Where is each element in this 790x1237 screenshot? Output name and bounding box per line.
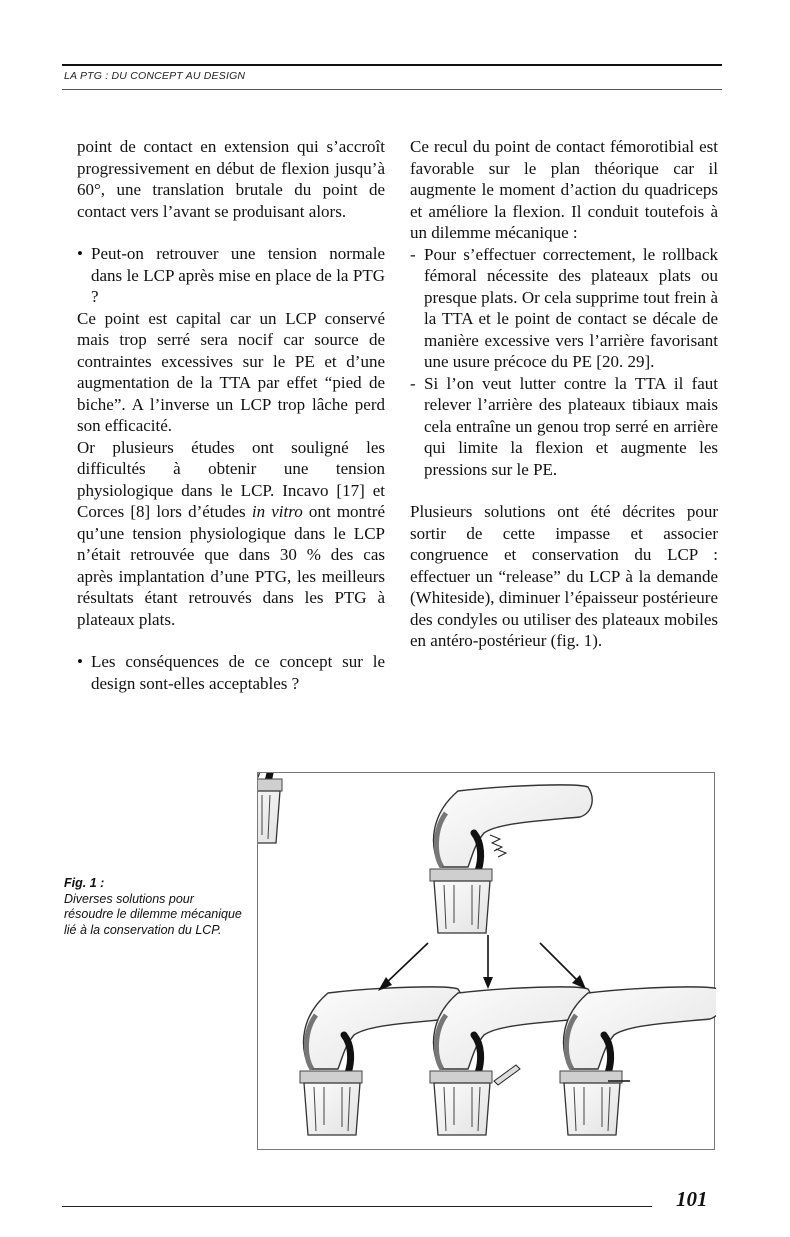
dash-text: Pour s’effectuer correctement, le rollback fémoral nécessite des plateaux plats ou presque plats. Or cela supprime tout frein à la TTA et le point de contact se décale de manière excessive vers l’arrière favorisant une usure précoce du PE [20. 29]. [424,244,718,371]
bullet-icon: • [77,652,83,671]
figure-label: Fig. 1 : [64,876,105,890]
figure-caption [64,876,244,938]
knee-implant-icon [258,773,382,843]
dash-text: Si l’on veut lutter contre la TTA il faut relever l’arrière des plateaux tibiaux mais cela entraîne un genou trop serré en arrière qui limite la flexion et augmente les pressions sur le PE. [424,373,718,479]
right-column [410,136,718,652]
dash-item [410,373,718,481]
italic-term: in vitro [251,502,303,521]
figure-caption-text: Diverses solutions pour résoudre le dilemme mécanique lié à la conservation du LCP. [64,891,242,937]
footer-rule [62,1206,652,1207]
dash-icon: - [410,244,416,264]
page-number: 101 [676,1187,708,1211]
knee-illustration [258,773,716,1151]
figure-knee-diagram [257,772,715,1150]
paragraph: Ce point est capital car un LCP conservé mais trop serré sera nocif car source de contraintes excessives sur le PE et d’une augmentation de la TTA par effet “pied de biche”. A l’inverse un LCP trop lâche perd son efficacité. [77,308,385,435]
dash-icon: - [410,373,416,393]
paragraph: Plusieurs solutions ont été décrites pour sortir de cette impasse et associer congruence et conservation du LCP : effectuer un “release” du LCP à la demande (Whiteside), diminuer l’épaisseur postérieure des condyles ou utiliser des plateaux mobiles en antéro-postérieur (fig. 1). [410,502,718,650]
paragraph-text: ont montré qu’une tension physiologique dans le LCP n’était retrouvée que dans 30 % des cas après implantation d’une PTG, les meilleurs résultats étant retrouvés dans les PTG à plateaux plats. [77,502,385,629]
header-rule-bottom [62,89,722,90]
bullet-question [77,243,385,308]
left-column [77,136,385,694]
dash-item [410,244,718,373]
paragraph: point de contact en extension qui s’accroît progressivement en début de flexion jusqu’à 60°, une translation brutale du point de contact vers l’avant se produisant alors. [77,137,385,221]
bullet-icon: • [77,244,83,263]
paragraph: Ce recul du point de contact fémorotibial est favorable sur le plan théorique car il augmente le moment d’action du quadriceps et améliore la flexion. Il conduit toutefois à un dilemme mécanique : [410,137,718,242]
bullet-text: Peut-on retrouver une tension normale dans le LCP après mise en place de la PTG ? [91,244,385,306]
paragraph [77,437,385,631]
bullet-question [77,651,385,694]
header-rule-top [62,64,722,66]
paragraph-text: Or plusieurs études ont souligné les difficultés à obtenir une tension physiologique dans le LCP. Incavo [17] et Corces [8] lors d’études [77,437,385,521]
running-head: LA PTG : DU CONCEPT AU DESIGN [64,70,246,82]
bullet-text: Les conséquences de ce concept sur le design sont-elles acceptables ? [91,652,385,693]
